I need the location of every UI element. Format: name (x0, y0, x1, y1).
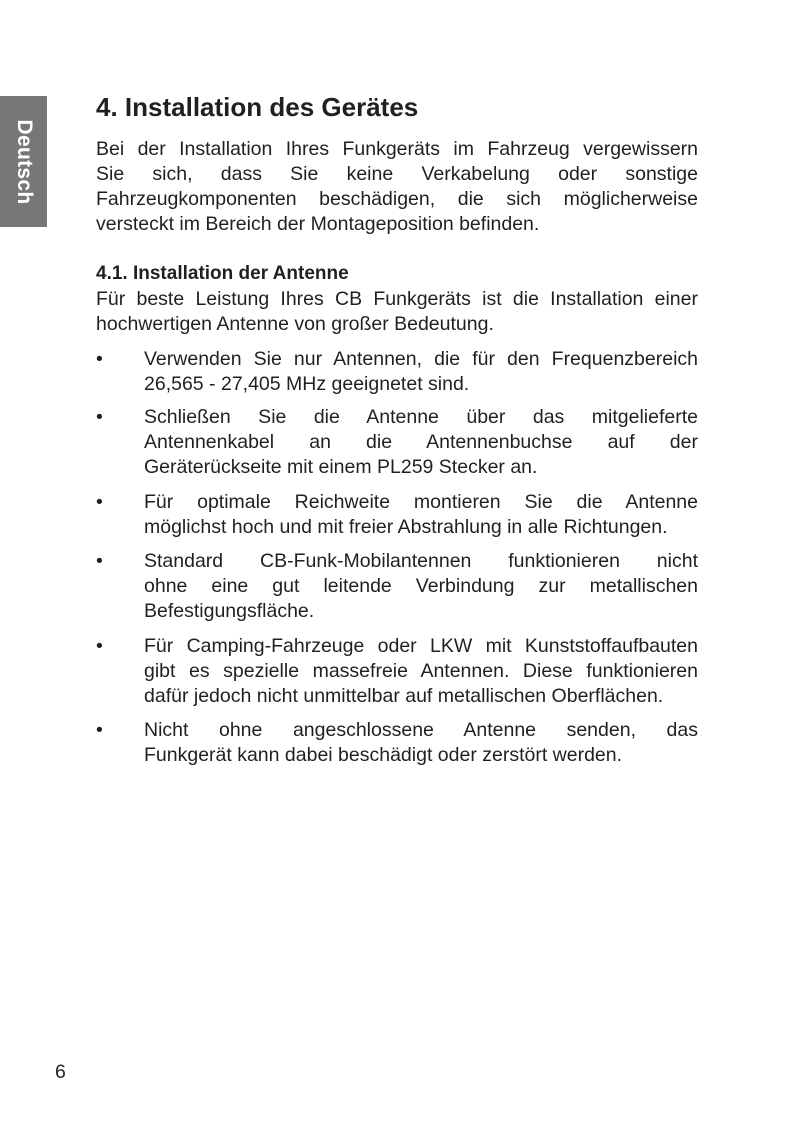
bullet-icon: • (96, 550, 103, 572)
text-line: gibt es spezielle massefreie Antennen. Diese funktionieren (144, 660, 698, 682)
list-item (144, 490, 698, 540)
text-line: Geräterückseite mit einem PL259 Stecker an. (144, 456, 538, 478)
text-line: möglichst hoch und mit freier Abstrahlung in alle Richtungen. (144, 516, 668, 538)
text-line: Für optimale Reichweite montieren Sie die Antenne (144, 491, 698, 513)
page-number: 6 (55, 1061, 66, 1083)
language-tab (0, 96, 47, 227)
text-line: Bei der Installation Ihres Funkgeräts im Fahrzeug vergewissern (96, 138, 698, 160)
list-item (144, 634, 698, 709)
text-line: Befestigungsfläche. (144, 600, 315, 622)
text-line: Nicht ohne angeschlossene Antenne senden, das (144, 719, 698, 741)
list-item (144, 405, 698, 480)
bullet-icon: • (96, 348, 103, 370)
bullet-icon: • (96, 406, 103, 428)
text-line: 26,565 - 27,405 MHz geeignetet sind. (144, 373, 470, 395)
text-line: Schließen Sie die Antenne über das mitgelieferte (144, 406, 698, 428)
list-item (144, 549, 698, 624)
text-line: Sie sich, dass Sie keine Verkabelung oder sonstige (96, 163, 698, 185)
language-tab-label: Deutsch (12, 119, 36, 204)
text-line: Für beste Leistung Ihres CB Funkgeräts ist die Installation einer (96, 288, 698, 310)
section-heading: 4. Installation des Gerätes (96, 92, 419, 122)
text-line: Antennenkabel an die Antennenbuchse auf der (144, 431, 698, 453)
text-line: Funkgerät kann dabei beschädigt oder zerstört werden. (144, 744, 623, 766)
text-line: ohne eine gut leitende Verbindung zur metallischen (144, 575, 698, 597)
text-line: hochwertigen Antenne von großer Bedeutung. (96, 313, 494, 335)
bullet-icon: • (96, 719, 103, 741)
text-line: Verwenden Sie nur Antennen, die für den Frequenzbereich (144, 348, 698, 370)
text-line: dafür jedoch nicht unmittelbar auf metallischen Oberflächen. (144, 685, 664, 707)
list-item (144, 718, 698, 768)
subsection-paragraph (96, 287, 698, 337)
text-line: versteckt im Bereich der Montageposition befinden. (96, 213, 540, 235)
text-line: Fahrzeugkomponenten beschädigen, die sich möglicherweise (96, 188, 698, 210)
list-item (144, 347, 698, 397)
bullet-icon: • (96, 491, 103, 513)
intro-paragraph (96, 137, 698, 237)
text-line: Für Camping-Fahrzeuge oder LKW mit Kunststoffaufbauten (144, 635, 698, 657)
text-line: Standard CB-Funk-Mobilantennen funktionieren nicht (144, 550, 698, 572)
subsection-heading: 4.1. Installation der Antenne (96, 263, 349, 284)
bullet-icon: • (96, 635, 103, 657)
